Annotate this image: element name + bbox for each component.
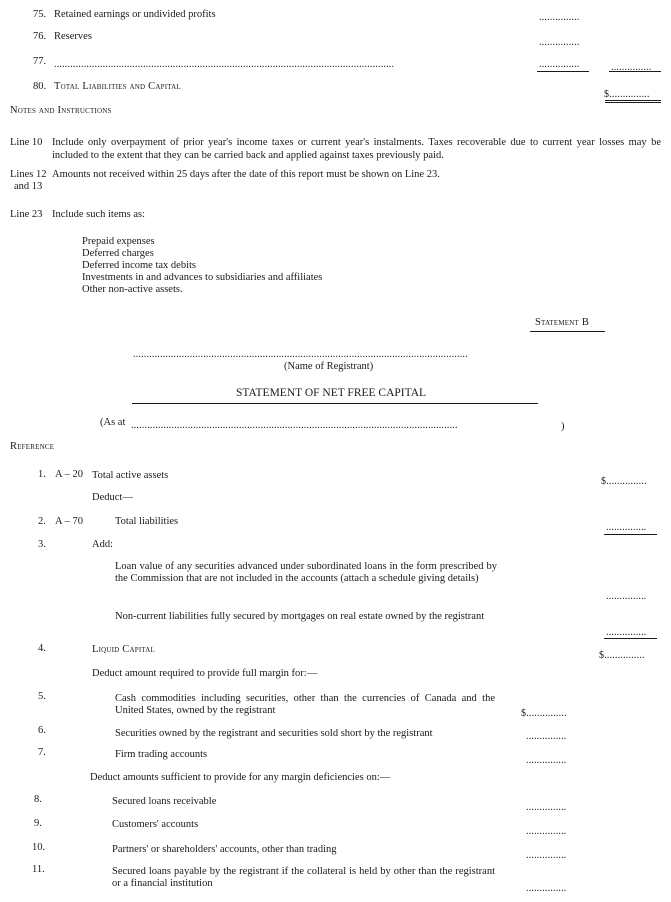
line-number: 77. <box>33 56 47 67</box>
row-number: 4. <box>38 643 46 654</box>
row-reference: A – 20 <box>55 469 84 480</box>
row-label: Secured loans receivable <box>112 796 217 807</box>
note-ref: and 13 <box>14 181 43 192</box>
amount-field: ............... <box>526 802 567 813</box>
line-number: 76. <box>33 31 47 42</box>
amount-field: ............... <box>526 731 567 742</box>
amount-field: ............... <box>539 37 580 48</box>
amount-field: ............... <box>526 826 567 837</box>
list-item: Deferred charges <box>82 248 154 259</box>
amount-field: $............... <box>601 476 647 487</box>
note-text: Include only overpayment of prior year's income taxes or current year's instalments. Taxes recoverable due to current year losses may be included to the extent that they can be carried back and applied against taxes previously paid. <box>52 137 661 162</box>
row-label: Securities owned by the registrant and securities sold short by the registrant <box>115 728 433 739</box>
amount-field: $............... <box>599 650 645 661</box>
list-item: Investments in and advances to subsidiaries and affiliates <box>82 272 323 283</box>
list-item: Deferred income tax debits <box>82 260 196 271</box>
row-label: Cash commodities including securities, other than the currencies of Canada and the United States, owned by the registrant <box>115 693 495 716</box>
rule <box>604 534 657 535</box>
amount-field: ............... <box>526 850 567 861</box>
registrant-name-field: ............................................................................................................................ <box>133 349 468 360</box>
line-label: Reserves <box>54 31 92 42</box>
note-text: Include such items as: <box>52 209 146 220</box>
row-number: 8. <box>34 794 42 805</box>
row-label: Total liabilities <box>115 516 179 527</box>
row-label: Total active assets <box>92 470 169 481</box>
line-number: 80. <box>33 81 47 92</box>
row-label: Secured loans payable by the registrant if the collateral is held by other than the registrant or a financial institution <box>112 866 495 889</box>
amount-field: ............... <box>539 59 580 70</box>
amount-field: $............... <box>604 89 650 100</box>
deduct-label: Deduct amounts sufficient to provide for any margin deficiencies on:— <box>90 772 391 783</box>
row-label: Partners' or shareholders' accounts, other than trading <box>112 844 337 855</box>
statement-title: STATEMENT OF NET FREE CAPITAL <box>236 387 427 399</box>
row-number: 3. <box>38 539 46 550</box>
row-number: 1. <box>38 469 46 480</box>
list-item: Prepaid expenses <box>82 236 155 247</box>
as-at-field: ......................................................................................................................... <box>131 420 458 431</box>
note-list <box>82 236 322 296</box>
row-label: Customers' accounts <box>112 819 199 830</box>
row-number: 10. <box>32 842 46 853</box>
amount-field: ............... <box>611 62 652 73</box>
amount-field: ............... <box>526 755 567 766</box>
rule <box>609 71 661 72</box>
row-number: 2. <box>38 516 46 527</box>
as-at-close: ) <box>561 421 565 432</box>
line-label: Retained earnings or undivided profits <box>54 9 216 20</box>
rule <box>132 403 538 404</box>
row-label: Liquid Capital <box>92 644 155 655</box>
row-reference: A – 70 <box>55 516 84 527</box>
amount-field: ............... <box>606 627 647 638</box>
line-number: 75. <box>33 9 47 20</box>
amount-field: ............... <box>539 12 580 23</box>
rule <box>537 71 589 72</box>
note-ref: Line 10 <box>10 137 43 148</box>
rule <box>605 102 661 103</box>
rule <box>530 331 605 332</box>
note-ref: Line 23 <box>10 209 43 220</box>
line-label: .............................................................................................................................. <box>54 59 395 70</box>
row-number: 11. <box>32 864 45 875</box>
row-label: Non-current liabilities fully secured by mortgages on real estate owned by the registrant <box>115 611 485 622</box>
row-number: 7. <box>38 747 46 758</box>
row-number: 6. <box>38 725 46 736</box>
registrant-name-caption: (Name of Registrant) <box>284 361 374 372</box>
note-text: Amounts not received within 25 days after the date of this report must be shown on Line 23. <box>52 169 440 180</box>
amount-field: ............... <box>606 591 647 602</box>
row-number: 9. <box>34 818 42 829</box>
row-label: Loan value of any securities advanced under subordinated loans in the form prescribed by the Commission that are not included in the accounts (attach a schedule giving details) <box>115 561 497 584</box>
reference-heading: Reference <box>10 441 55 452</box>
row-number: 5. <box>38 691 46 702</box>
rule <box>605 100 661 101</box>
amount-field: $............... <box>521 708 567 719</box>
note-ref: Lines 12 <box>10 169 47 180</box>
row-label: Firm trading accounts <box>115 749 208 760</box>
list-item: Other non-active assets. <box>82 284 183 295</box>
deduct-label: Deduct amount required to provide full margin for:— <box>92 668 318 679</box>
row-label: Add: <box>92 539 113 550</box>
amount-field: ............... <box>526 883 567 894</box>
statement-label: Statement B <box>535 317 590 328</box>
as-at-label: (As at <box>100 417 126 428</box>
notes-heading: Notes and Instructions <box>10 105 112 116</box>
amount-field: ............... <box>606 522 647 533</box>
rule <box>604 638 657 639</box>
line-label: Total Liabilities and Capital <box>54 81 181 92</box>
deduct-label: Deduct— <box>92 492 133 503</box>
